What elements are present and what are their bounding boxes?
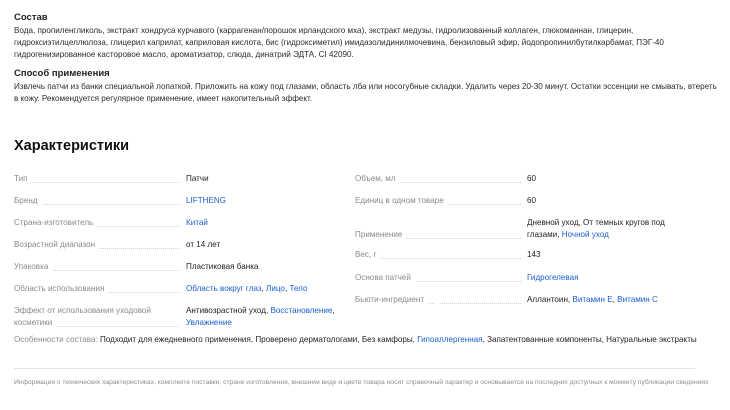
char-row-age <box>14 239 350 251</box>
disclaimer-text: Информация о технических характеристиках, комплекте поставки, стране изготовления, внешнем виде и цвете товара носит справочный характер и основывается на последних доступных к моменту публикации сведениях <box>14 379 709 386</box>
usage-title: Способ применения <box>14 68 110 79</box>
value-link[interactable]: Тело <box>289 284 308 293</box>
char-row-base <box>355 272 695 284</box>
char-value <box>184 305 350 329</box>
divider <box>14 368 695 369</box>
char-value <box>527 294 695 306</box>
char-value <box>527 217 695 241</box>
info-icon[interactable]: i <box>430 295 443 304</box>
char-label: Область использования <box>14 283 186 295</box>
features-label: Особенности состава: <box>14 335 98 344</box>
characteristics-title: Характеристики <box>14 138 130 154</box>
value-text: Антивозрастной уход, <box>186 306 271 315</box>
char-label: Единиц в одном товаре <box>355 195 527 207</box>
value-text: , <box>612 295 618 304</box>
char-label: Основа патчей <box>355 272 527 284</box>
value-text: Аллантоин, <box>527 295 573 304</box>
char-value <box>527 195 695 207</box>
char-row-type <box>14 173 350 185</box>
char-value <box>527 249 695 261</box>
value-link[interactable]: Восстановление <box>270 306 333 315</box>
value-link[interactable]: Ночной уход <box>561 230 609 239</box>
char-row-application <box>355 217 695 241</box>
value-text: , <box>261 284 267 293</box>
char-row-effect <box>14 305 350 329</box>
features-value <box>100 335 697 344</box>
value-link[interactable]: Витамин С <box>617 295 658 304</box>
char-row-volume <box>355 173 695 185</box>
value-link[interactable]: Лицо <box>266 284 285 293</box>
composition-features <box>14 333 714 346</box>
char-row-units <box>355 195 695 207</box>
value-text: , <box>284 284 290 293</box>
value-text: 60 <box>527 174 537 183</box>
char-label: Возрастной диапазон <box>14 239 186 251</box>
char-label: Бренд <box>14 195 186 207</box>
value-link[interactable]: Гипоаллергенная <box>417 335 483 344</box>
value-text: Пластиковая банка <box>186 262 259 271</box>
char-label: Объем, мл <box>355 173 527 185</box>
char-label: Упаковка <box>14 261 186 273</box>
composition-title: Состав <box>14 12 48 23</box>
value-link[interactable]: Витамин Е <box>572 295 613 304</box>
char-value <box>527 272 695 284</box>
char-value <box>186 283 350 295</box>
value-text: , Запатентованные компоненты, Натуральные экстракты <box>482 335 697 344</box>
value-link[interactable]: Китай <box>186 218 208 227</box>
value-link[interactable]: Увлажнение <box>186 318 232 327</box>
char-label: Бьюти-ингредиент i <box>355 294 527 306</box>
char-value <box>186 261 350 273</box>
usage-text: Извлечь патчи из банки специальной лопаткой. Приложить на кожу под глазами, область лба или носогубные складки. Удалить через 20-30 минут. Остатки эссенции не смывать, втереть в кожу. Рекомендуется регулярное применение, имеет накопительный эффект. <box>14 82 717 103</box>
value-text: , <box>332 306 335 315</box>
char-row-country <box>14 217 350 229</box>
char-row-area <box>14 283 350 295</box>
value-text: Подходит для ежедневного применения, Проверено дерматологами, Без камфоры, <box>99 335 418 344</box>
char-value <box>527 173 695 185</box>
value-link[interactable]: Гидрогелевая <box>527 273 579 282</box>
char-value <box>186 239 350 251</box>
value-text: Патчи <box>186 174 209 183</box>
char-value <box>186 173 350 185</box>
char-label: Вес, г <box>355 249 527 261</box>
char-row-brand <box>14 195 350 207</box>
value-link[interactable]: LIFTHENG <box>186 196 227 205</box>
char-value <box>186 195 350 207</box>
char-row-weight <box>355 249 695 261</box>
value-text: Дневной уход, От темных кругов под глазами, <box>527 218 665 239</box>
value-text: 60 <box>527 196 537 205</box>
char-row-package <box>14 261 350 273</box>
value-link[interactable]: Область вокруг глаз <box>186 284 262 293</box>
char-label: Страна-изготовитель <box>14 217 186 229</box>
value-text: от 14 лет <box>186 240 221 249</box>
char-row-ingredient <box>355 294 695 306</box>
value-text: 143 <box>527 250 541 259</box>
char-value <box>186 217 350 229</box>
char-label: Эффект от использования уходовой косметики <box>14 305 184 329</box>
char-label: Тип <box>14 173 186 185</box>
char-label: Применение <box>355 229 527 241</box>
composition-text: Вода, пропиленгликоль, экстракт хондруса курчавого (каррагенан/порошок ирландского мха), экстракт медузы, гидролизованный коллаген, глюкоманнан, глицерин, гидроксиэтилцеллюлоза, глицерил каприлат, каприловая кислота, бис (гидроксиметил) имидазолидинилмочевина, бензиловый эфир, йодопропинилбутилкарбамат, ПЭГ-40 гидрогенизированное касторовое масло, ароматизатор, слюда, динатрий ЭДТА, CI 42090. <box>14 26 664 59</box>
